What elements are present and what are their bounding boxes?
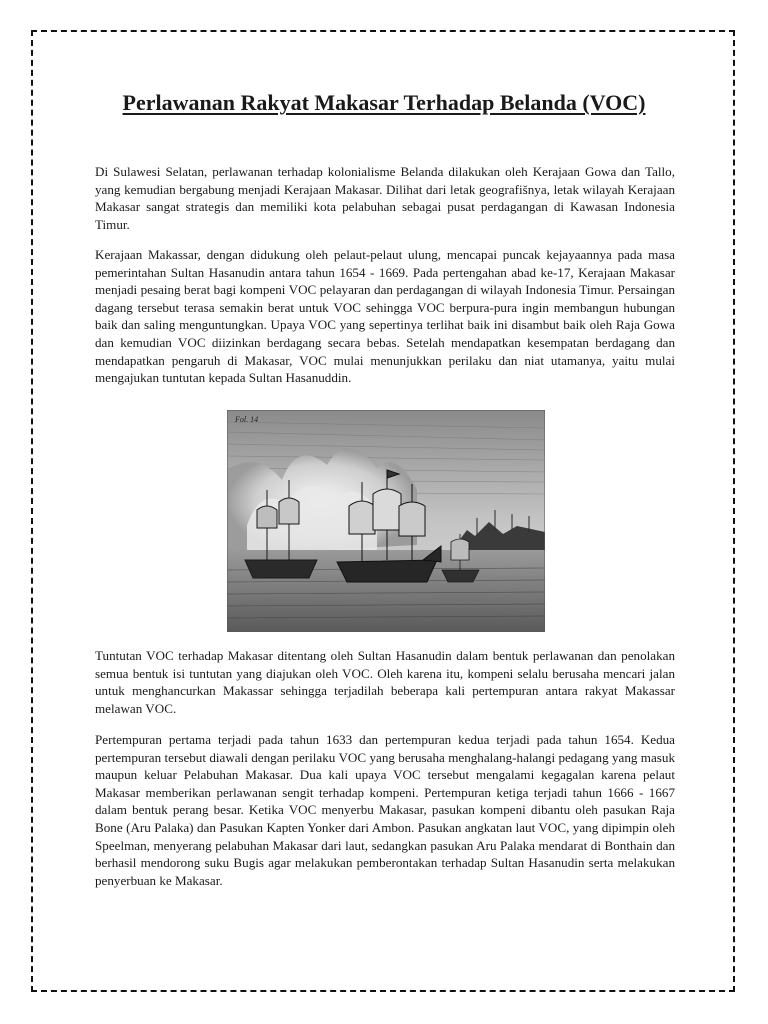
paragraph-pertempuran: Pertempuran pertama terjadi pada tahun 1633 dan pertempuran kedua terjadi pada tahun 1654. Kedua pertempuran tersebut diawali dengan perilaku VOC yang berusaha menghalang-halangi pedagang yang masuk maupun keluar Pelabuhan Makasar. Dua kali upaya VOC tersebut mengalami kegagalan karena pelaut Makasar memberikan perlawanan sengit terhadap kompeni. Pertempuran ketiga terjadi tahun 1666 - 1667 dalam bentuk perang besar. Ketika VOC menyerbu Makasar, pasukan kompeni dibantu oleh pasukan Raja Bone (Aru Palaka) dan Pasukan Kapten Yonker dari Ambon. Pasukan angkatan laut VOC, yang dipimpin oleh Speelman, menyerang pelabuhan Makasar dari laut, sedangkan pasukan Aru Palaka mendarat di Bonthain dan berhasil mendorong suku Bugis agar melakukan pemberontakan terhadap Sultan Hasanudin serta melakukan penyerbuan ke Makasar. <box>95 732 675 888</box>
paragraph-tuntutan-voc: Tuntutan VOC terhadap Makasar ditentang oleh Sultan Hasanudin dalam bentuk perlawanan dan penolakan semua bentuk isi tuntutan yang diajukan oleh VOC. Oleh karena itu, kompeni selalu berusaha mencari jalan untuk menghancurkan Makassar sehingga terjadilah beberapa kali pertempuran antara rakyat Makassar melawan VOC. <box>95 648 675 716</box>
paragraph-intro: Di Sulawesi Selatan, perlawanan terhadap kolonialisme Belanda dilakukan oleh Kerajaan Gowa dan Tallo, yang kemudian bergabung menjadi Kerajaan Makasar. Dilihat dari letak geografišnya, letak wilayah Kerajaan Makasar sangat strategis dan memiliki kota pelabuhan sebagai pusat perdagangan di Kawasan Indonesia Timur. <box>95 164 675 232</box>
document-title: Perlawanan Rakyat Makasar Terhadap Belanda (VOC) <box>122 90 646 115</box>
engraving-corner-caption: Fol. 14 <box>235 415 259 424</box>
naval-battle-engraving <box>227 410 545 632</box>
paragraph-kerajaan-makassar: Kerajaan Makassar, dengan didukung oleh pelaut-pelaut ulung, mencapai puncak kejayaannya pada masa pemerintahan Sultan Hasanudin antara tahun 1654 - 1669. Pada pertengahan abad ke-17, Kerajaan Makasar menjadi pesaing berat bagi kompeni VOC pelayaran dan perdagangan di wilayah Indonesia Timur. Persaingan dagang tersebut terasa semakin berat untuk VOC sehingga VOC berpura-pura ingin membangun hubungan baik dan saling menguntungkan. Upaya VOC yang sepertinya terlihat baik ini disambut baik oleh Raja Gowa dan kemudian VOC diizinkan berdagang secara bebas. Setelah mendapatkan kesempatan berdagang dan mendapatkan pengaruh di Makasar, VOC mulai menunjukkan perilaku dan niat utamanya, yaitu mulai mengajukan tuntutan kepada Sultan Hasanuddin. <box>95 247 675 386</box>
